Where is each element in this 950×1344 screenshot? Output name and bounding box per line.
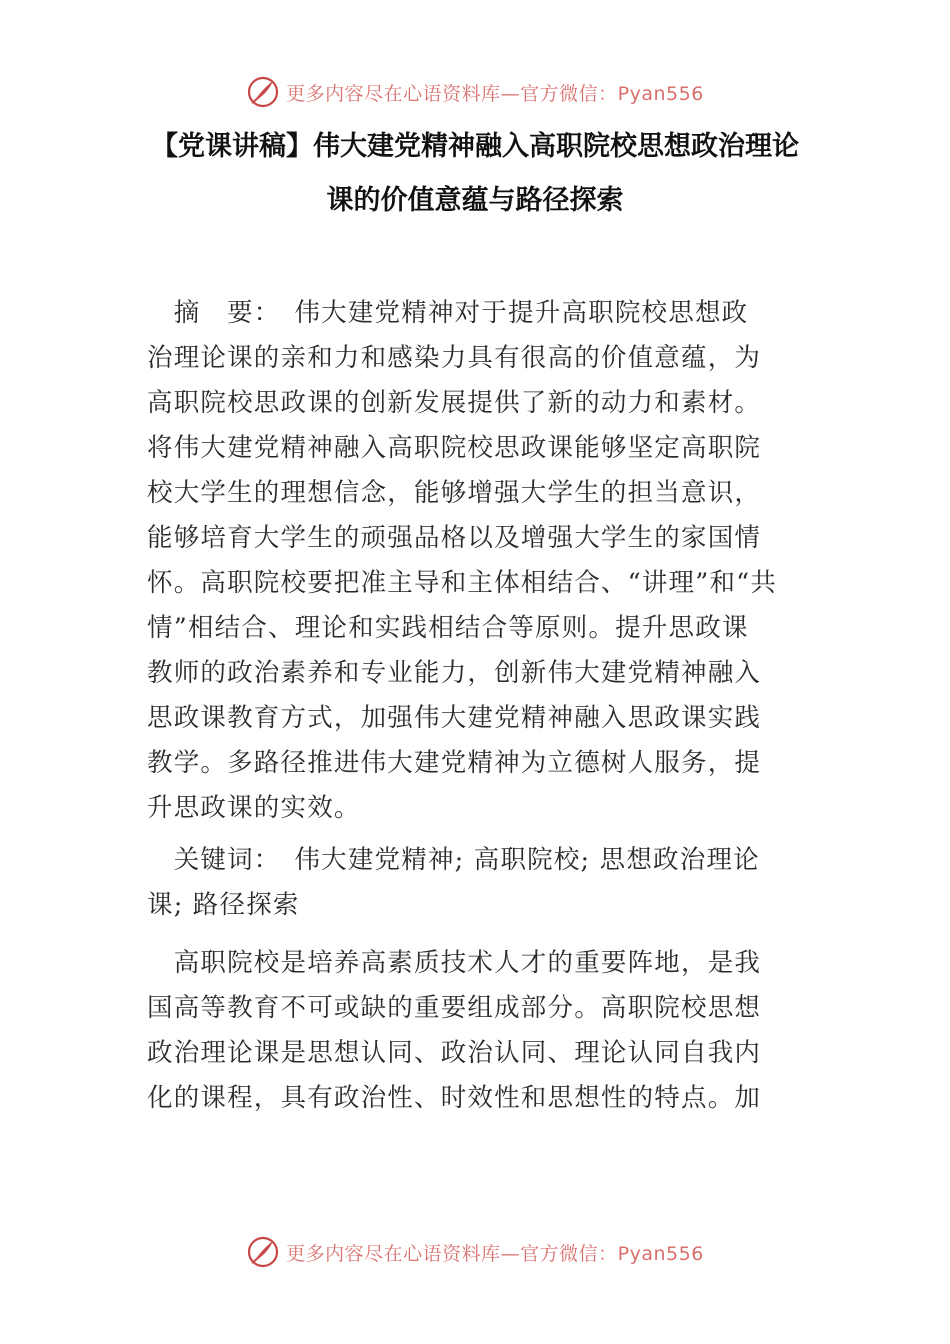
intro-line: 化的课程，具有政治性、时效性和思想性的特点。加 [147, 1083, 762, 1113]
intro-line: 政治理论课是思想认同、政治认同、理论认同自我内 [147, 1038, 762, 1068]
abstract-line: 怀。高职院校要把准主导和主体相结合、“讲理”和“共 [147, 568, 778, 598]
quill-seal-icon [246, 75, 280, 109]
abstract-line: 将伟大建党精神融入高职院校思政课能够坚定高职院 [147, 433, 762, 463]
intro-paragraph [147, 941, 807, 1121]
wechat-id: Pyan556 [617, 82, 704, 105]
intro-line: 高职院校是培养高素质技术人才的重要阵地，是我 [147, 948, 762, 978]
keywords-line: 关键词： 伟大建党精神; 高职院校; 思想政治理论 [147, 845, 760, 875]
watermark-text: 更多内容尽在心语资料库—官方微信：Pyan556 [286, 82, 704, 105]
abstract-paragraph [147, 291, 807, 831]
abstract-line: 摘 要： 伟大建党精神对于提升高职院校思想政 [147, 298, 749, 328]
quill-seal-icon [246, 1235, 280, 1269]
abstract-line: 能够培育大学生的顽强品格以及增强大学生的家国情 [147, 523, 762, 553]
keywords-line: 课; 路径探索 [147, 890, 300, 920]
title-line: 课的价值意蕴与路径探索 [326, 185, 624, 216]
abstract-line: 校大学生的理想信念，能够增强大学生的担当意识， [147, 478, 762, 508]
abstract-line: 升思政课的实效。 [147, 793, 361, 823]
keywords-paragraph [147, 838, 807, 928]
header-watermark [0, 70, 950, 114]
abstract-line: 思政课教育方式，加强伟大建党精神融入思政课实践 [147, 703, 762, 733]
title-line: 【党课讲稿】伟大建党精神融入高职院校思想政治理论 [151, 131, 799, 162]
abstract-line: 情”相结合、理论和实践相结合等原则。提升思政课 [147, 613, 749, 643]
wechat-id: Pyan556 [617, 1242, 704, 1265]
watermark-text: 更多内容尽在心语资料库—官方微信：Pyan556 [286, 1242, 704, 1265]
abstract-line: 治理论课的亲和力和感染力具有很高的价值意蕴，为 [147, 343, 762, 373]
footer-watermark [0, 1230, 950, 1274]
abstract-line: 教师的政治素养和专业能力，创新伟大建党精神融入 [147, 658, 762, 688]
abstract-line: 教学。多路径推进伟大建党精神为立德树人服务，提 [147, 748, 762, 778]
document-title [140, 120, 810, 228]
abstract-line: 高职院校思政课的创新发展提供了新的动力和素材。 [147, 388, 762, 418]
intro-line: 国高等教育不可或缺的重要组成部分。高职院校思想 [147, 993, 762, 1023]
